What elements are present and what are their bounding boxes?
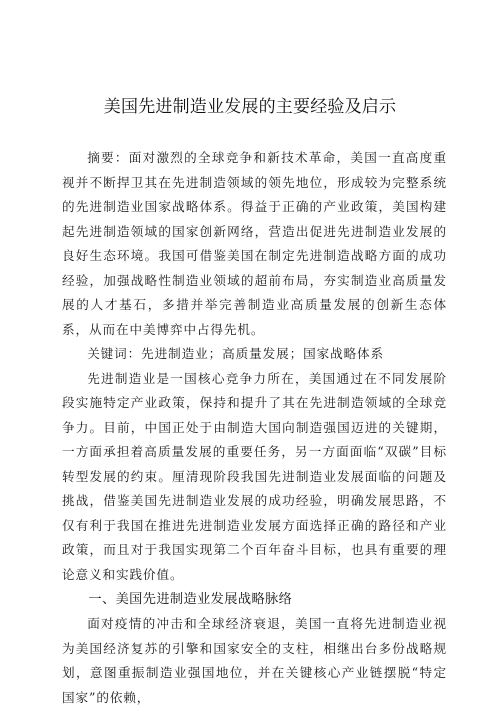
abstract-paragraph: 摘要：面对激烈的全球竞争和新技术革命，美国一直高度重视并不断捍卫其在先进制造领域的领先地位，形成较为完整系统的先进制造业国家战略体系。得益于正确的产业政策，美国构建起先进制造领域的国家创新网络，营造出促进先进制造业发展的良好生态环境。我国可借鉴美国在制定先进制造战略方面的成功经验，加强战略性制造业领域的超前布局，夯实制造业高质量发展的人才基石，多措并举完善制造业高质量发展的创新生态体系，从而在中美博弈中占得先机。 bbox=[62, 150, 447, 337]
document-body bbox=[62, 146, 447, 710]
keywords-line: 关键词：先进制造业；高质量发展；国家战略体系 bbox=[87, 346, 385, 361]
intro-paragraph: 先进制造业是一国核心竞争力所在，美国通过在不同发展阶段实施特定产业政策，保持和提升了其在先进制造领域的全球竞争力。目前，中国正处于由制造大国向制造强国迈进的关键期，一方面承担着高质量发展的重要任务，另一方面面临“双碳”目标转型发展的约束。厘清现阶段我国先进制造业发展面临的问题及挑战，借鉴美国先进制造业发展的成功经验，明确发展思路，不仅有利于我国在推进先进制造业发展方面选择正确的路径和产业政策，而且对于我国实现第二个百年奋斗目标，也具有重要的理论意义和实践价值。 bbox=[62, 370, 447, 582]
section-paragraph: 面对疫情的冲击和全球经济衰退，美国一直将先进制造业视为美国经济复苏的引擎和国家安全的支柱，相继出台多份战略规划，意图重振制造业强国地位，并在关键核心产业链摆脱“特定国家”的依赖， bbox=[62, 616, 447, 705]
document-title: 美国先进制造业发展的主要经验及启示 bbox=[103, 97, 397, 117]
section-heading: 一、美国先进制造业发展战略脉络 bbox=[88, 592, 293, 607]
